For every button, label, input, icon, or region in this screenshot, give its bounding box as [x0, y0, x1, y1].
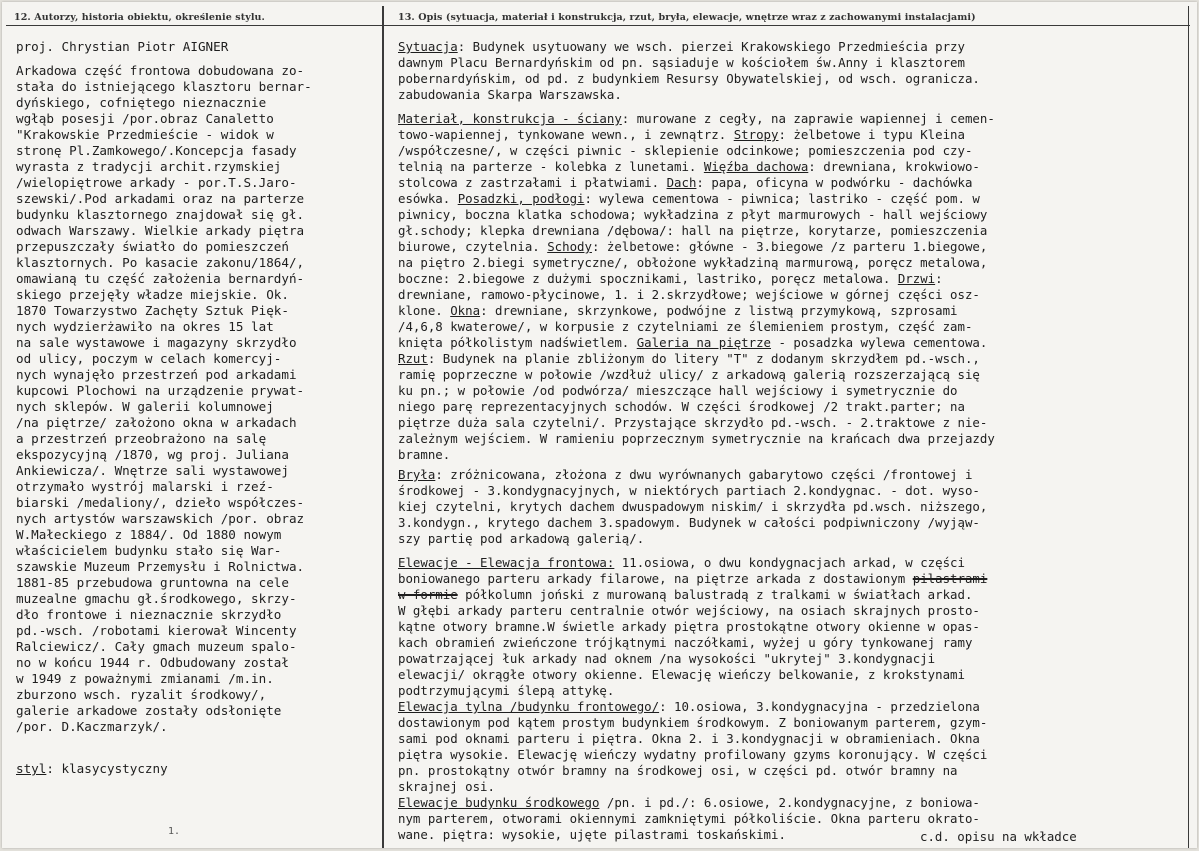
- materials-line: [398, 272, 943, 286]
- rear-elevation-line: piętra wysokie. Elewację wieńczy wydatny profilowany gzyms koronujący. W części: [398, 747, 988, 762]
- left-line: szawskie Muzeum Przemysłu i Rolnictwa.: [16, 559, 305, 574]
- left-line: /por. D.Kaczmarzyk/.: [16, 719, 168, 734]
- left-line: Arkadowa część frontowa dobudowana zo-: [16, 63, 305, 78]
- front-elevation-line: [398, 556, 965, 570]
- left-line: 1881-85 przebudowa gruntowna na cele: [16, 575, 289, 590]
- materials-text: boczne: 2.biegowe z dużymi spocznikami, lastriko, poręcz metalowa.: [398, 271, 898, 286]
- materials-text: /współczesne/, w części piwnic - sklepienie odcinkowe; pomieszczenia pod czy-: [398, 143, 973, 158]
- rear-elevation-line: dostawionym pod kątem prostym budynkiem środkowym. Z boniowanym parterem, gzym-: [398, 715, 988, 730]
- plan-line: [398, 352, 980, 366]
- front-elevation-text: półkolumn joński z murowaną balustradą z tralkami w światłach arkad.: [457, 587, 973, 602]
- front-elevation-line: powatrzającej łuk arkady nad oknem /na wysokości "ukrytej" 3.kondygnacji: [398, 651, 936, 666]
- rear-elevation-text: : 10.osiowa, 3.kondygnacyjna - przedzielona: [659, 699, 980, 714]
- left-line: biarski /medaliony/, dzieło współczes-: [16, 495, 305, 510]
- left-line: nych wynajęło przestrzeń pod arkadami: [16, 367, 297, 382]
- materials-text: : papa, oficyna w podwórku - dachówka: [696, 175, 973, 190]
- plan-line: piętrze duża sala czytelni/. Przystające skrzydło pd.-wsch. - 2.traktowe z nie-: [398, 415, 988, 430]
- massing-line: kiej czytelni, krytych dachem dwuspadowym niskim/ i skrzydła pd.wsch. niższego,: [398, 499, 988, 514]
- materials-line: [398, 240, 987, 254]
- middle-building-elevation-text: /pn. i pd./: 6.osiowe, 2.kondygnacyjne, z boniowa-: [599, 795, 980, 810]
- plan-line: niego parę reprezentacyjnych schodów. W części środkowej /2 trakt.parter; na: [398, 399, 965, 414]
- left-line: Ankiewicza/. Wnętrze sali wystawowej: [16, 463, 289, 478]
- materials-text: : drewniane, skrzynkowe, podwójne z listwą przymykową, szprosami: [480, 303, 958, 318]
- left-line: wgłąb posesji /por.obraz Canaletto: [16, 111, 274, 126]
- left-line: budynku klasztornego znajdował się gł.: [16, 207, 305, 222]
- situation-line: pobernardyńskim, od pd. z budynkiem Resursy Obywatelskiej, od wsch. ogranicza.: [398, 71, 980, 86]
- style-label: styl: [16, 761, 47, 776]
- rear-elevation-line: skrajnej osi.: [398, 779, 495, 794]
- left-line: ekspozycyjną /1870, wg proj. Juliana: [16, 447, 289, 462]
- left-line: /wielopiętrowe arkady - por.T.S.Jaro-: [16, 175, 297, 190]
- materials-line: [398, 192, 980, 206]
- situation-heading: Sytuacja: [398, 39, 458, 54]
- left-line: "Krakowskie Przedmieście - widok w: [16, 127, 274, 142]
- left-line: a przestrzeń przeobrażono na salę: [16, 431, 267, 446]
- front-elevation-line: [398, 588, 972, 602]
- section-heading: Więźba dachowa: [703, 159, 809, 174]
- left-line: nych artystów warszawskich /por. obraz: [16, 511, 305, 526]
- materials-line: [398, 288, 980, 302]
- massing-line: szy partię pod arkadową galerią/.: [398, 531, 645, 546]
- rear-elevation-line: sami pod oknami parteru i piętra. Okna 2. i 3.kondygnacji w obramieniach. Okna: [398, 731, 980, 746]
- materials-text: : żelbetowe i typu Kleina: [778, 127, 965, 142]
- front-elevation-line: elewacji/ okrągłe otwory okienne. Elewację wieńczy belkowanie, z krokstynami: [398, 667, 965, 682]
- section-heading: Stropy: [733, 127, 779, 142]
- materials-text: gł.schody; klepka drewniana /dębowa/: hall na piętrze, korytarze, pomieszczenia: [398, 223, 988, 238]
- struck-text: w formie: [398, 587, 458, 602]
- middle-building-elevation-line: nym parterem, otworami okiennymi zamkniętymi półkoliście. Okna parteru okrato-: [398, 811, 980, 826]
- materials-text: : wylewa cementowa - piwnica; lastriko - część pom. w: [584, 191, 980, 206]
- left-line: klasztornych. Po kasacie zakonu/1864/,: [16, 255, 305, 270]
- left-line: galerie arkadowe zostały odsłonięte: [16, 703, 282, 718]
- materials-line: [398, 144, 972, 158]
- continued-note: c.d. opisu na wkładce: [920, 829, 1077, 844]
- left-line: Ralciewicz/. Cały gmach muzeum spalo-: [16, 639, 297, 654]
- left-line: nych sklepów. W galerii kolumnowej: [16, 399, 274, 414]
- section-heading: Materiał, konstrukcja - ściany: [398, 111, 622, 126]
- front-elevation-text: boniowanego parteru arkady filarowe, na piętrze arkada z dostawionym: [398, 571, 913, 586]
- massing-line: 3.kondygn., krytego dachem 3.spadowym. Budynek w całości podpiwniczony /wyjąw-: [398, 515, 980, 530]
- middle-building-elevation-line: wane. piętra: wysokie, ujęte pilastrami toskańskimi.: [398, 827, 786, 842]
- left-line: stronę Pl.Zamkowego/.Koncepcja fasady: [16, 143, 297, 158]
- materials-text: :: [935, 271, 943, 286]
- style-value: : klasycystyczny: [46, 761, 168, 776]
- materials-line: [398, 208, 987, 222]
- left-line: pd.-wsch. /robotami kierował Wincenty: [16, 623, 297, 638]
- situation-text: : Budynek usytuowany we wsch. pierzei Krakowskiego Przedmieścia przy: [457, 39, 965, 54]
- left-line: 1870 Towarzystwo Zachęty Sztuk Pięk-: [16, 303, 289, 318]
- left-line: wyrasta z tradycji archit.rzymskiej: [16, 159, 282, 174]
- left-line: otrzymało wystrój malarski i rzeź-: [16, 479, 274, 494]
- left-line: szewski/.Pod arkadami oraz na parterze: [16, 191, 305, 206]
- plan-line: ramię poprzeczne w połowie /wzdłuż ulicy/ z arkadową galerią rozszerzającą się: [398, 367, 980, 382]
- materials-line: [398, 176, 972, 190]
- materials-text: klone.: [398, 303, 451, 318]
- plan-line: ku pn.; w połowie /od podwórza/ mieszczące hall wejściowy i symetrycznie do: [398, 383, 958, 398]
- section-heading: Okna: [450, 303, 481, 318]
- materials-line: [398, 304, 958, 318]
- materials-text: - posadzka wylewa cementowa.: [771, 335, 988, 350]
- materials-line: [398, 160, 980, 174]
- materials-text: stolcowa z zastrzałami i płatwiami.: [398, 175, 667, 190]
- middle-building-elevation-line: [398, 796, 980, 810]
- plan-line: bramne.: [398, 447, 451, 462]
- materials-text: biurowe, czytelnia.: [398, 239, 548, 254]
- left-line: stała do istniejącego klasztoru bernar-: [16, 79, 312, 94]
- left-line: skiego przejęły władze miejskie. Ok.: [16, 287, 289, 302]
- left-line: na sale wystawowe i magazyny skrzydło: [16, 335, 297, 350]
- materials-text: knięta półkolistym nadświetlem.: [398, 335, 637, 350]
- materials-text: : drewniana, krokwiowo-: [808, 159, 980, 174]
- left-line: W.Małeckiego z 1884/. Od 1880 nowym: [16, 527, 282, 542]
- materials-text: piwnicy, boczna klatka schodowa; wykładzina z płyt marmurowych - hall wejściowy: [398, 207, 988, 222]
- left-section-header: 12. Autorzy, historia obiektu, określenie stylu.: [14, 12, 265, 23]
- front-elevation-line: kątne otwory bramne.W świetle arkady piętra prostokątne otwory okienne w opas-: [398, 619, 980, 634]
- materials-line: [398, 112, 995, 126]
- section-heading: Drzwi: [897, 271, 936, 286]
- materials-text: esówka.: [398, 191, 458, 206]
- left-line: dło frontowe i nieznacznie skrzydło: [16, 607, 282, 622]
- column-divider: [382, 6, 384, 848]
- front-elevation-line: W głębi arkady parteru centralnie otwór wejściowy, na osiach skrajnych prosto-: [398, 603, 980, 618]
- left-line: no w końcu 1944 r. Odbudowany został: [16, 655, 289, 670]
- front-elevation-text: 11.osiowa, o dwu kondygnacjach arkad, w części: [614, 555, 965, 570]
- middle-building-elevation-heading: Elewacje budynku środkowego: [398, 795, 600, 810]
- left-line: w 1949 z poważnymi zmianami /m.in.: [16, 671, 274, 686]
- left-line: dyńskiego, cofniętego nieznacznie: [16, 95, 267, 110]
- massing-text: : zróżnicowana, złożona z dwu wyrównanych gabarytowo części /frontowej i: [435, 467, 973, 482]
- massing-line: [398, 468, 972, 482]
- left-line: od ulicy, poczym w celach komercyj-: [16, 351, 282, 366]
- materials-text: towo-wapiennej, tynkowane wewn., i zewnątrz.: [398, 127, 734, 142]
- left-line: kupcowi Plochowi na urządzenie prywat-: [16, 383, 305, 398]
- section-heading: Schody: [547, 239, 592, 254]
- materials-text: : murowane z cegły, na zaprawie wapiennej i cemen-: [621, 111, 995, 126]
- left-line: proj. Chrystian Piotr AIGNER: [16, 39, 229, 54]
- left-line: /na piętrze/ założono okna w arkadach: [16, 415, 297, 430]
- materials-line: [398, 336, 987, 350]
- materials-line: [398, 224, 987, 238]
- right-section-header: 13. Opis (sytuacja, materiał i konstrukcja, rzut, bryła, elewacje, wnętrze wraz z zachowanymi instalacjami): [398, 12, 976, 23]
- materials-line: [398, 128, 965, 142]
- page-mark: 1.: [168, 826, 181, 837]
- plan-heading: Rzut: [398, 351, 428, 366]
- situation-line: zabudowania Skarpa Warszawska.: [398, 87, 622, 102]
- front-elevation-line: kach obramień zwieńczone trójkątnymi naczółkami, wyżej u góry tynkowanej ramy: [398, 635, 973, 650]
- left-line: zburzono wsch. ryzalit środkowy/,: [16, 687, 267, 702]
- plan-text: : Budynek na planie zbliżonym do litery "T" z dodanym skrzydłem pd.-wsch.,: [427, 351, 980, 366]
- rear-elevation-heading: Elewacja tylna /budynku frontowego/: [398, 699, 660, 714]
- front-elevation-line: podtrzymującymi ślepą attykę.: [398, 683, 615, 698]
- situation-line: dawnym Placu Bernardyńskim od pn. sąsiaduje w kościołem św.Anny i klasztorem: [398, 55, 965, 70]
- massing-line: środkowej - 3.kondygnacyjnych, w niektórych partiach 2.kondygnac. - dot. wyso-: [398, 483, 980, 498]
- section-heading: Galeria na piętrze: [636, 335, 771, 350]
- left-line: właścicielem budynku stało się War-: [16, 543, 282, 558]
- left-line: przepuszczały światło do pomieszczeń: [16, 239, 289, 254]
- front-elevation-heading: Elewacje - Elewacja frontowa:: [398, 555, 615, 570]
- materials-text: drewniane, ramowo-płycinowe, 1. i 2.skrzydłowe; wejściowe w górnej części osz-: [398, 287, 980, 302]
- massing-heading: Bryła: [398, 467, 436, 482]
- rear-elevation-line: [398, 700, 980, 714]
- materials-text: /4,6,8 kwaterowe/, w korpusie z czytelniami ze ślemieniem prostym, część zam-: [398, 319, 973, 334]
- struck-text: pilastrami: [912, 571, 988, 586]
- situation-line: [398, 40, 965, 54]
- materials-line: [398, 320, 972, 334]
- materials-text: na piętro 2.biegi symetryczne/, obłożone wykładziną marmurową, poręcz metalowa,: [398, 255, 988, 270]
- rear-elevation-line: pn. prostokątny otwór bramny na środkowej osi, w części pd. otwór bramny na: [398, 763, 958, 778]
- top-rule: [6, 25, 1190, 26]
- section-heading: Posadzki, podłogi: [457, 191, 585, 206]
- right-margin-rule: [1188, 6, 1189, 848]
- left-line: muzealne gmachu gł.środkowego, skrzy-: [16, 591, 297, 606]
- plan-line: zależnym wejściem. W ramieniu poprzecznym symetrycznie na krańcach dwa przejazdy: [398, 431, 995, 446]
- materials-line: [398, 256, 987, 270]
- front-elevation-line: [398, 572, 987, 586]
- materials-text: telnią na parterze - kolebka z lunetami.: [398, 159, 704, 174]
- left-line: nych wydzierżawiło na okres 15 lat: [16, 319, 274, 334]
- section-heading: Dach: [666, 175, 697, 190]
- document-sheet: [2, 2, 1197, 848]
- style-line: [16, 762, 168, 776]
- left-line: odwach Warszawy. Wielkie arkady piętra: [16, 223, 305, 238]
- materials-text: : żelbetowe: główne - 3.biegowe /z parteru 1.biegowe,: [591, 239, 988, 254]
- left-line: omawianą tu część założenia bernardyń-: [16, 271, 305, 286]
